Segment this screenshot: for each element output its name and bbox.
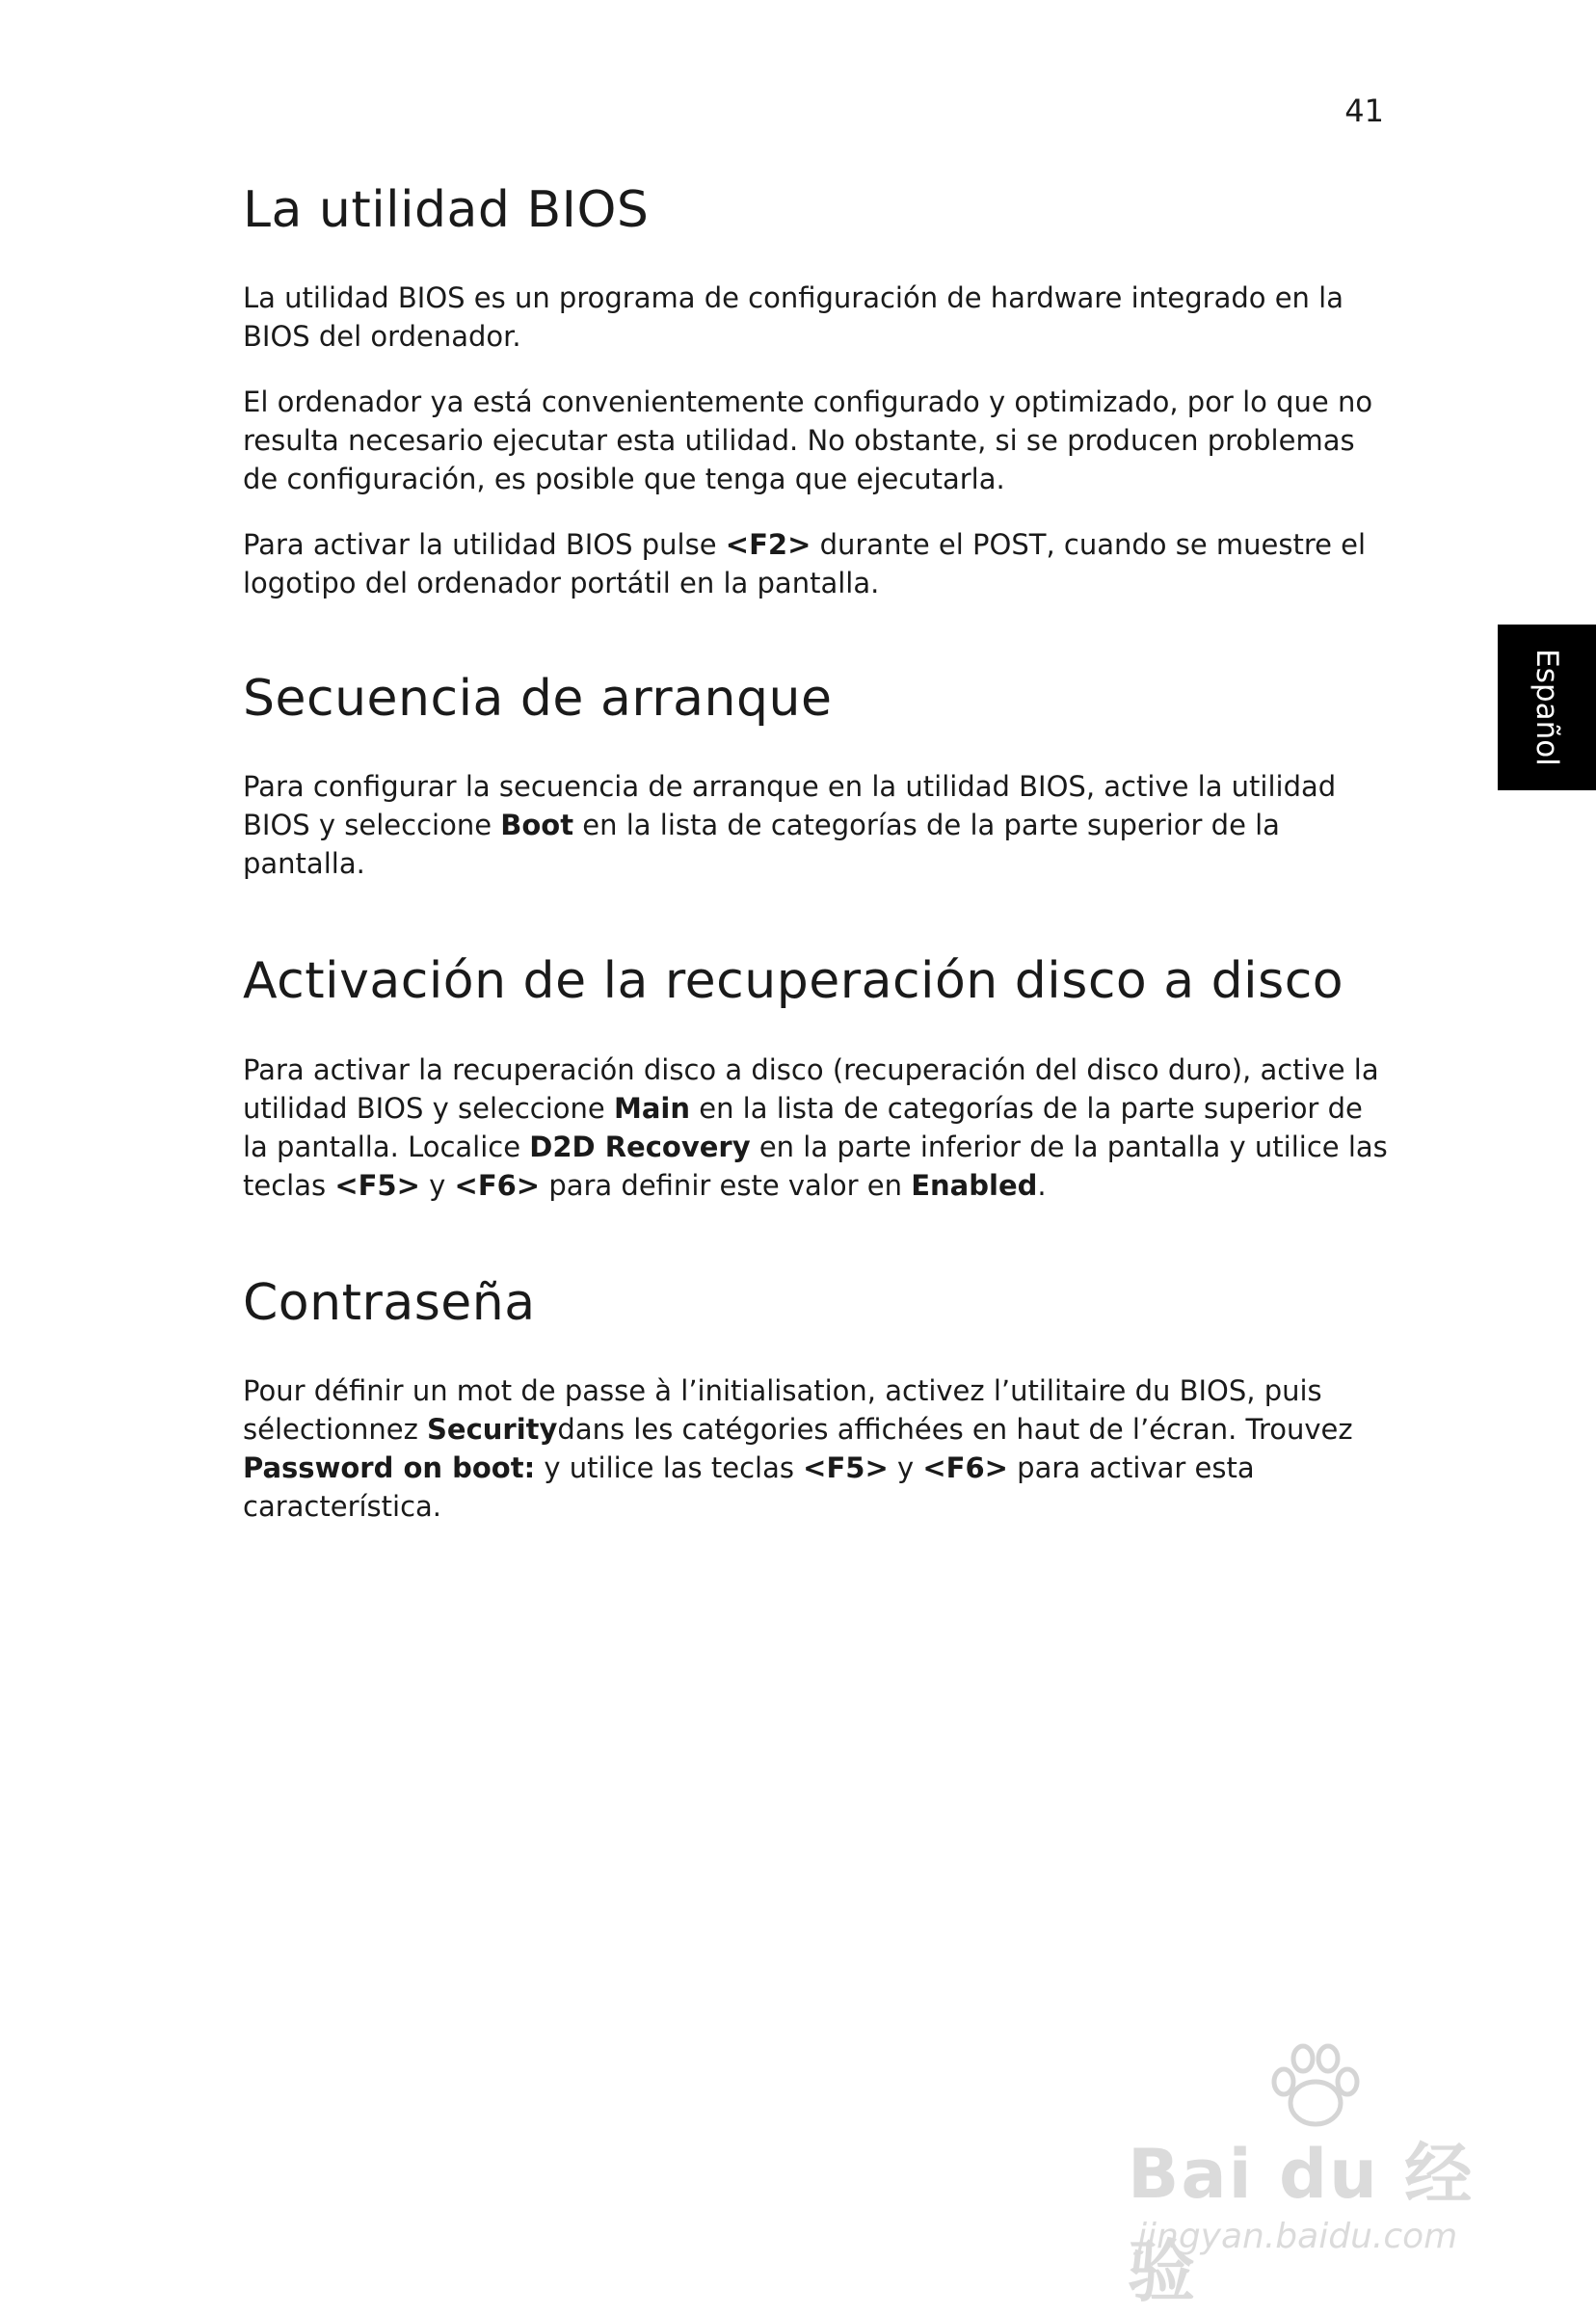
section-title-password: Contraseña bbox=[243, 1273, 536, 1332]
watermark-brand: Bai du 经验 bbox=[1128, 2135, 1475, 2311]
password-on-boot-term: Password on boot: bbox=[243, 1450, 536, 1484]
bios-paragraph-1: La utilidad BIOS es un programa de configuración de hardware integrado en la BIOS del ordenador. bbox=[243, 281, 1343, 354]
key-f6: <F6> bbox=[454, 1168, 541, 1202]
d2d-recovery-term: D2D Recovery bbox=[529, 1130, 751, 1163]
page-number: 41 bbox=[1344, 93, 1384, 129]
language-tab-label: Español bbox=[1530, 649, 1565, 766]
watermark-url: jingyan.baidu.com bbox=[1137, 2217, 1458, 2256]
enabled-term: Enabled bbox=[911, 1168, 1038, 1202]
section-title-boot-sequence: Secuencia de arranque bbox=[243, 670, 833, 729]
document-body bbox=[243, 183, 1390, 1526]
baidu-watermark bbox=[1128, 2043, 1513, 2311]
bios-paragraph-2: El ordenador ya está convenientemente configurado y optimizado, por lo que no resulta necesario ejecutar esta utilidad. No obstante, si se producen problemas de configuración, es posible que tenga que ejecutarla. bbox=[243, 386, 1373, 496]
paw-icon bbox=[1263, 2043, 1369, 2130]
key-f5: <F5> bbox=[334, 1168, 420, 1202]
language-tab bbox=[1498, 625, 1596, 790]
key-f6: <F6> bbox=[922, 1450, 1008, 1484]
section-title-d2d-recovery: Activación de la recuperación disco a disco bbox=[243, 952, 1344, 1011]
security-term: Security bbox=[427, 1412, 558, 1446]
main-term: Main bbox=[614, 1091, 691, 1125]
boot-term: Boot bbox=[500, 809, 574, 842]
boot-sequence-paragraph: Para configurar la secuencia de arranque en la utilidad BIOS, active la utilidad BIOS y seleccione Boot en la lista de categorías de la parte superior de la pantalla. bbox=[243, 770, 1337, 881]
key-f2: <F2> bbox=[725, 528, 811, 562]
d2d-recovery-paragraph: Para activar la recuperación disco a disco (recuperación del disco duro), active la utilidad BIOS y seleccione Main en la lista de categorías de la parte superior de la pantalla. Localice D2D Recovery en la parte inferior de la pantalla y utilice las teclas <F5> y <F6> para definir este valor en Enabled. bbox=[243, 1052, 1388, 1202]
section-title-bios-utility: La utilidad BIOS bbox=[243, 181, 650, 239]
password-paragraph: Pour définir un mot de passe à l’initialisation, activez l’utilitaire du BIOS, puis sélectionnez Securitydans les catégories affichées en haut de l’écran. Trouvez Password on boot: y utilice las teclas <F5> y <F6> para activar esta característica. bbox=[243, 1373, 1353, 1523]
key-f5: <F5> bbox=[803, 1450, 889, 1484]
bios-paragraph-3: Para activar la utilidad BIOS pulse <F2> durante el POST, cuando se muestre el logotipo del ordenador portátil en la pantalla. bbox=[243, 528, 1367, 600]
